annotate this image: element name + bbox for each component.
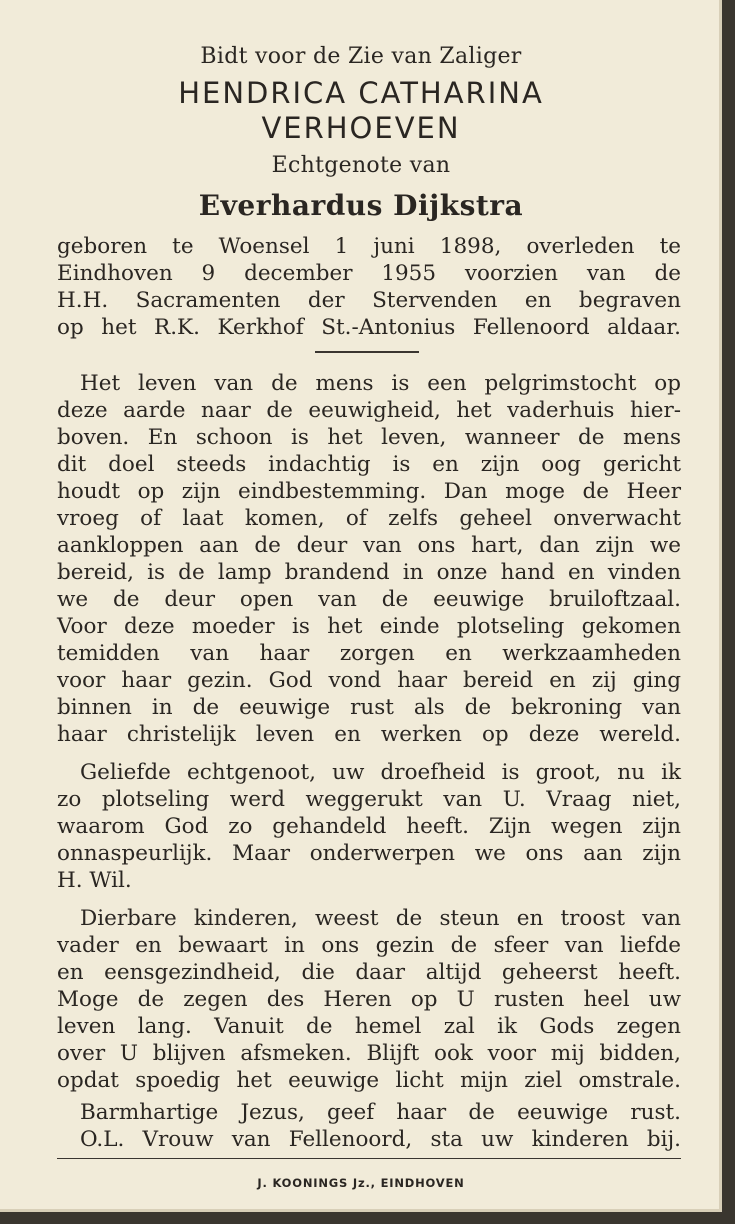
paragraph1-line: boven. En schoon is het leven, wanneer de mens	[57, 425, 681, 450]
paragraph1-line: aankloppen aan de deur van ons hart, dan zijn we	[57, 533, 681, 558]
paragraph1-line: binnen in de eeuwige rust als de bekroning van	[57, 695, 681, 720]
card-bottom-shadow	[0, 1212, 735, 1224]
paragraph1-line: Voor deze moeder is het einde plotseling gekomen	[57, 614, 681, 639]
paragraph1-line: Het leven van de mens is een pelgrimstocht op	[80, 371, 681, 396]
paragraph1-line: we de deur open van de eeuwige bruiloftzaal.	[57, 587, 681, 612]
paragraph1-line: voor haar gezin. God vond haar bereid en zij ging	[57, 668, 681, 693]
paragraph2-line: H. Wil.	[57, 868, 132, 893]
paragraph3-line: vader en bewaart in ons gezin de sfeer van liefde	[57, 933, 681, 958]
paragraph3-line: en eensgezindheid, die daar altijd geheerst heeft.	[57, 960, 681, 985]
paragraph2-line: waarom God zo gehandeld heeft. Zijn wegen zijn	[57, 814, 681, 839]
printer-imprint: J. KOONINGS Jz., EINDHOVEN	[257, 1176, 465, 1190]
spouse-name: Everhardus Dijkstra	[198, 189, 524, 222]
prayer-line: O.L. Vrouw van Fellenoord, sta uw kinderen bij.	[80, 1127, 681, 1152]
prayer-line: Barmhartige Jezus, geef haar de eeuwige rust.	[80, 1100, 681, 1125]
relation-text: Echtgenote van	[271, 153, 451, 178]
paragraph3-line: over U blijven afsmeken. Blijft ook voor mij bidden,	[57, 1041, 681, 1066]
paragraph3-line: opdat spoedig het eeuwige licht mijn ziel omstrale.	[57, 1068, 681, 1093]
paragraph3-line: Moge de zegen des Heren op U rusten heel uw	[57, 987, 681, 1012]
paragraph2-line: onnaspeurlijk. Maar onderwerpen we ons aan zijn	[57, 841, 681, 866]
deceased-name-line2: VERHOEVEN	[261, 111, 461, 145]
paragraph1-line: deze aarde naar de eeuwigheid, het vaderhuis hier-	[57, 398, 681, 423]
paragraph1-line: haar christelijk leven en werken op deze wereld.	[57, 722, 681, 747]
paragraph1-line: vroeg of laat komen, of zelfs geheel onverwacht	[57, 506, 681, 531]
section-divider	[315, 351, 419, 353]
intro-text: Bidt voor de Zie van Zaliger	[200, 44, 522, 69]
paragraph1-line: bereid, is de lamp brandend in onze hand en vinden	[57, 560, 681, 585]
bio-line: op het R.K. Kerkhof St.-Antonius Fellenoord aldaar.	[57, 315, 681, 340]
paragraph2-line: zo plotseling werd weggerukt van U. Vraag niet,	[57, 787, 681, 812]
bio-line: Eindhoven 9 december 1955 voorzien van de	[57, 261, 681, 286]
paragraph1-line: houdt op zijn eindbestemming. Dan moge de Heer	[57, 479, 681, 504]
paragraph1-line: dit doel steeds indachtig is en zijn oog gericht	[57, 452, 681, 477]
paragraph3-line: Dierbare kinderen, weest de steun en troost van	[80, 906, 681, 931]
bio-line: H.H. Sacramenten der Stervenden en begraven	[57, 288, 681, 313]
paragraph2-line: Geliefde echtgenoot, uw droefheid is groot, nu ik	[80, 760, 681, 785]
bio-line: geboren te Woensel 1 juni 1898, overleden te	[57, 234, 681, 259]
bottom-rule	[57, 1158, 681, 1159]
paragraph1-line: temidden van haar zorgen en werkzaamheden	[57, 641, 681, 666]
paragraph3-line: leven lang. Vanuit de hemel zal ik Gods zegen	[57, 1014, 681, 1039]
card-edge-shadow	[722, 0, 735, 1224]
deceased-name-line1: HENDRICA CATHARINA	[178, 76, 544, 110]
